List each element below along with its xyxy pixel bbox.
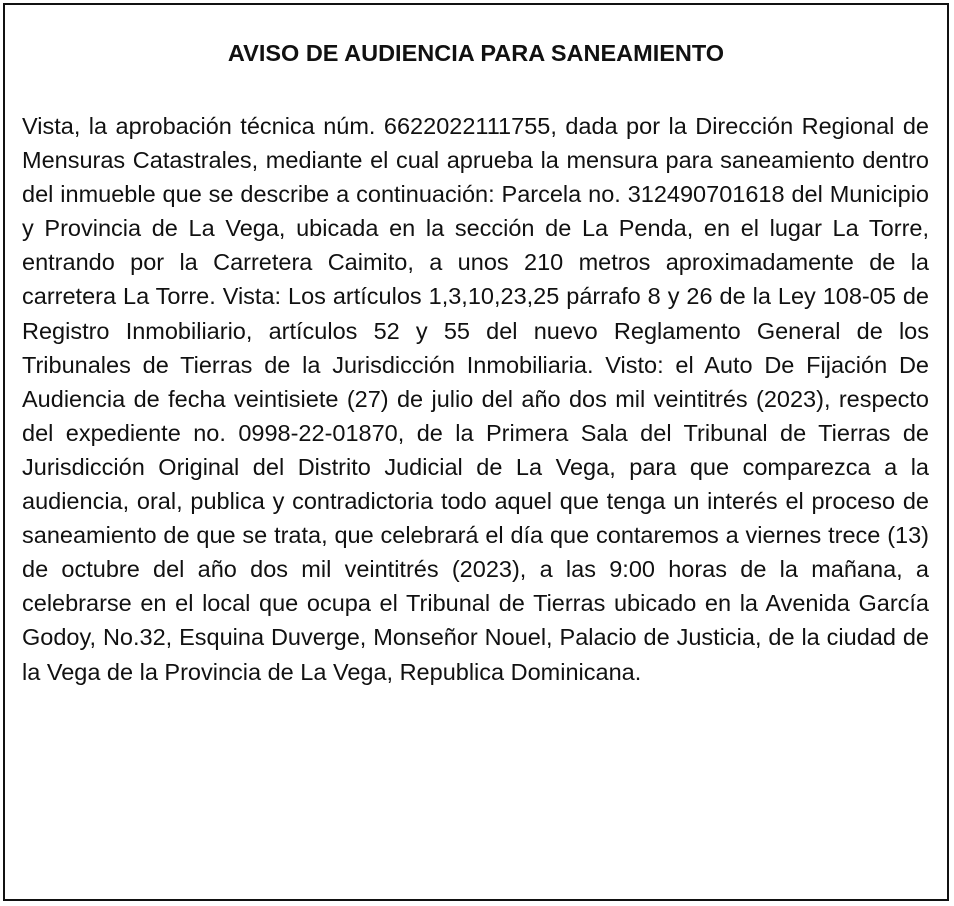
notice-body: Vista, la aprobación técnica núm. 6622022111755, dada por la Dirección Regional de Mensuras Catastrales, mediante el cual aprueba la mensura para saneamiento dentro del inmueble que se describe a continuación: Parcela no. 312490701618 del Municipio y Provincia de La Vega, ubicada en la sección de La Penda, en el lugar La Torre, entrando por la Carretera Caimito, a unos 210 metros aproximadamente de la carretera La Torre. Vista: Los artículos 1,3,10,23,25 párrafo 8 y 26 de la Ley 108-05 de Registro Inmobiliario, artículos 52 y 55 del nuevo Reglamento General de los Tribunales de Tierras de la Jurisdicción Inmobiliaria. Visto: el Auto De Fijación De Audiencia de fecha veintisiete (27) de julio del año dos mil veintitrés (2023), respecto del expediente no. 0998-22-01870, de la Primera Sala del Tribunal de Tierras de Jurisdicción Original del Distrito Judicial de La Vega, para que comparezca a la audiencia, oral, publica y contradictoria todo aquel que tenga un interés el proceso de saneamiento de que se trata, que celebrará el día que contaremos a viernes trece (13) de octubre del año dos mil veintitrés (2023), a las 9:00 horas de la mañana, a celebrarse en el local que ocupa el Tribunal de Tierras ubicado en la Avenida García Godoy, No.32, Esquina Duverge, Monseñor Nouel, Palacio de Justicia, de la ciudad de la Vega de la Provincia de La Vega, Republica Dominicana. bbox=[22, 113, 929, 685]
notice-frame bbox=[3, 3, 949, 901]
notice-title: AVISO DE AUDIENCIA PARA SANEAMIENTO bbox=[227, 40, 725, 66]
